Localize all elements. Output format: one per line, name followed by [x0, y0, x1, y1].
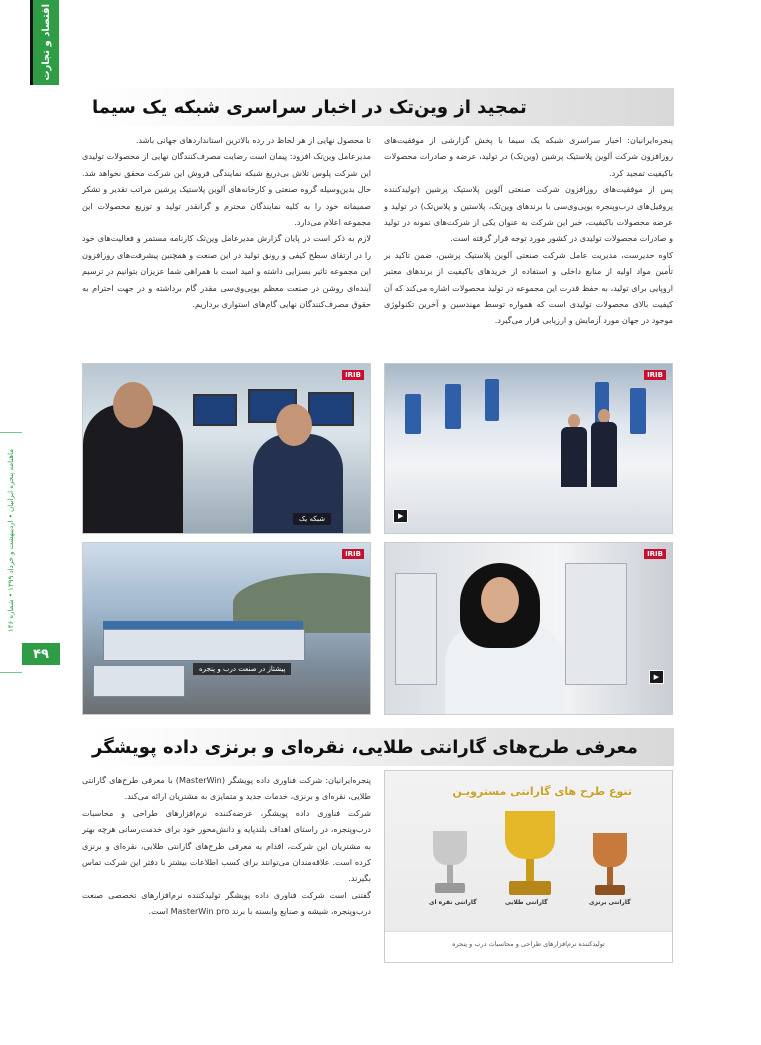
article1-paragraph: لازم به ذکر است در پایان گزارش مدیرعامل وین‌تک کارنامه مستمر و فعالیت‌های خود را در ارتقای سطح کیفی و رونق تولید در این صنعت و همچنین پیشرفت‌های روزافزون این مجموعه تاثیر بسزایی داشته و امید است با همراهی شما عزیزان بتوانیم در ترسیم آینده‌ای روشن در صنعت معظم یو‌پی‌وی‌سی مقدر گام برداشته و در جهت احترام به حقوق مصرف‌کنندگان نهایی گام‌های استواری برداریم. — [82, 233, 371, 310]
channel-logo: IRIB — [644, 549, 666, 559]
article1-right-column — [384, 132, 673, 329]
masterwin-warranty-ad — [384, 770, 673, 963]
lab-cabinet — [395, 573, 437, 685]
channel-logo: IRIB — [644, 370, 666, 380]
building-shape — [103, 629, 305, 661]
gold-trophy-icon — [495, 811, 565, 911]
photo-caption: شبکه یک — [293, 513, 331, 525]
broadcast-logo: ▶ — [393, 509, 408, 523]
article1-paragraph: پس از موفقیت‌های روزافزون شرکت صنعتی آلوین پلاستیک پرشین (تولیدکننده پروفیل‌های درب‌وپنجره یو‌پی‌وی‌سی با برندهای وین‌تک، پلاستین و پلاس‌تک) در تولید و عرضه محصولات باکیفیت، خبر این شرکت به عنوان یکی از شرکت‌های نمونه در تولید و صادرات محصولات تولیدی در کشور مورد توجه قرار گرفته است. — [384, 184, 673, 244]
issue-metadata: ماهنامه پنجره ایرانیان • اردیبهشت و خرداد ۱۳۹۹ • شماره ۱۴۶ — [7, 448, 15, 632]
machine-shape — [630, 388, 646, 434]
photo-factory-aerial — [82, 542, 371, 715]
ad-title: تنوع طرح های گارانتی مسترویـن — [452, 785, 632, 798]
photo-factory-corridor — [384, 363, 673, 534]
channel-logo: IRIB — [342, 370, 364, 380]
photo-interview — [82, 363, 371, 534]
bronze-label: گارانتی برنزی — [589, 899, 631, 906]
margin-rule-top — [0, 432, 22, 433]
margin-rule-bottom — [0, 672, 22, 673]
machine-shape — [445, 384, 461, 429]
article2-headline-bar — [82, 728, 674, 766]
article1-paragraph: مدیرعامل وین‌تک افزود: پیمان است رضایت مصرف‌کنندگان نهایی از محصولات تولیدی این شرکت پلوس تلاش بی‌دریغ شبکه نمایندگی فروش این شرکت محقق نخواهد شد. حال بدین‌وسیله گروه صنعتی و کارخانه‌های آلوین پلاستیک پرشین مراتب تقدیر و تشکر صمیمانه خود را به کلیه نمایندگان محترم و گرانقدر تولید و توزیع محصولات این مجموعه اعلام می‌دارد. — [82, 151, 371, 228]
monitor-shape — [193, 394, 237, 426]
article1-title: تمجید از وین‌تک در اخبار سراسری شبکه یک سیما — [92, 96, 527, 118]
channel-logo: IRIB — [342, 549, 364, 559]
article1-left-column — [82, 132, 371, 312]
article1-paragraph: کاوه حدیرست، مدیریت عامل شرکت صنعتی آلوین پلاستیک پرشین، ضمن تاکید بر تأمین مواد اولیه از منابع داخلی و استفاده از خریدهای باکیفیت از برندهای معتبر اروپایی برای تولید، به حفظ قدرت این مجموعه در تولید محصولات اشاره می‌کند که آن کیفیت بالای محصولات تولیدی است که همواره توسط مهندسین و آخرین تکنولوژی موجود در جهان مورد آزمایش و ارزیابی قرار می‌گیرد. — [384, 249, 673, 326]
person-shape — [561, 427, 587, 487]
photo-caption: پیشتاز در صنعت درب و پنجره — [193, 663, 291, 675]
building-shape — [93, 665, 185, 697]
person-head — [568, 414, 580, 428]
person-head — [598, 409, 610, 423]
monitor-shape — [308, 392, 354, 426]
photo-lab-woman — [384, 542, 673, 715]
article1-paragraph: تا محصول نهایی از هر لحاظ در رده بالاترین استانداردهای جهانی باشد. — [135, 135, 371, 145]
article2-title: معرفی طرح‌های گارانتی طلایی، نقره‌ای و برنزی داده پویشگر — [92, 736, 638, 758]
machine-shape — [405, 394, 421, 434]
ad-footer-text: تولیدکننده نرم‌افزارهای طراحی و محاسبات درب و پنجره — [452, 940, 605, 948]
woman-face — [481, 577, 519, 623]
silver-label: گارانتی نقره ای — [429, 899, 477, 906]
gold-label: گارانتی طلایی — [505, 899, 548, 906]
interviewee-head — [113, 382, 153, 428]
section-tab: اقتصاد و تجارت — [30, 0, 59, 85]
article2-text-column — [82, 772, 371, 920]
reporter-head — [276, 404, 312, 446]
person-shape — [591, 422, 617, 487]
roof-shape — [103, 621, 303, 629]
page-number: ۴۹ — [22, 643, 60, 665]
broadcast-logo: ▶ — [649, 670, 664, 684]
article1-headline-bar — [82, 88, 674, 126]
article2-paragraph: پنجره‌ایرانیان: شرکت فناوری داده پویشگر (MasterWin) با معرفی طرح‌های گارانتی طلایی، نقره‌ای و برنزی، خدمات جدید و متمایزی به مشتریان ارائه می‌کند. — [82, 775, 371, 802]
article2-paragraph: شرکت فناوری داده پویشگر، عرضه‌کننده نرم‌افزارهای طراحی و محاسبات درب‌وپنجره، در راستای اهداف بلندپایه و دانش‌محور خود برای خدمت‌رسانی هرچه بهتر به مشتریان این شرکت، اقدام به معرفی طرح‌های گارانتی طلایی، نقره‌ای و برنزی کرده است. علاقه‌مندان می‌توانند برای کسب اطلاعات بیشتر با دفتر این شرکت تماس بگیرند. — [82, 807, 371, 884]
machine-shape — [485, 379, 499, 421]
lab-cabinet — [565, 563, 627, 685]
article2-paragraph: گفتنی است شرکت فناوری داده پویشگر تولیدکننده نرم‌افزارهای تخصصی صنعت درب‌وپنجره، شیشه و صنایع وابسته با برند MasterWin pro است. — [82, 889, 371, 917]
article1-paragraph: پنجره‌ایرانیان: اخبار سراسری شبکه یک سیما با پخش گزارشی از موفقیت‌های روزافزون شرکت آلوین پلاستیک پرشین (وین‌تک) در تولید، عرضه و صادرات محصولات باکیفیت تمجید کرد. — [384, 135, 673, 178]
